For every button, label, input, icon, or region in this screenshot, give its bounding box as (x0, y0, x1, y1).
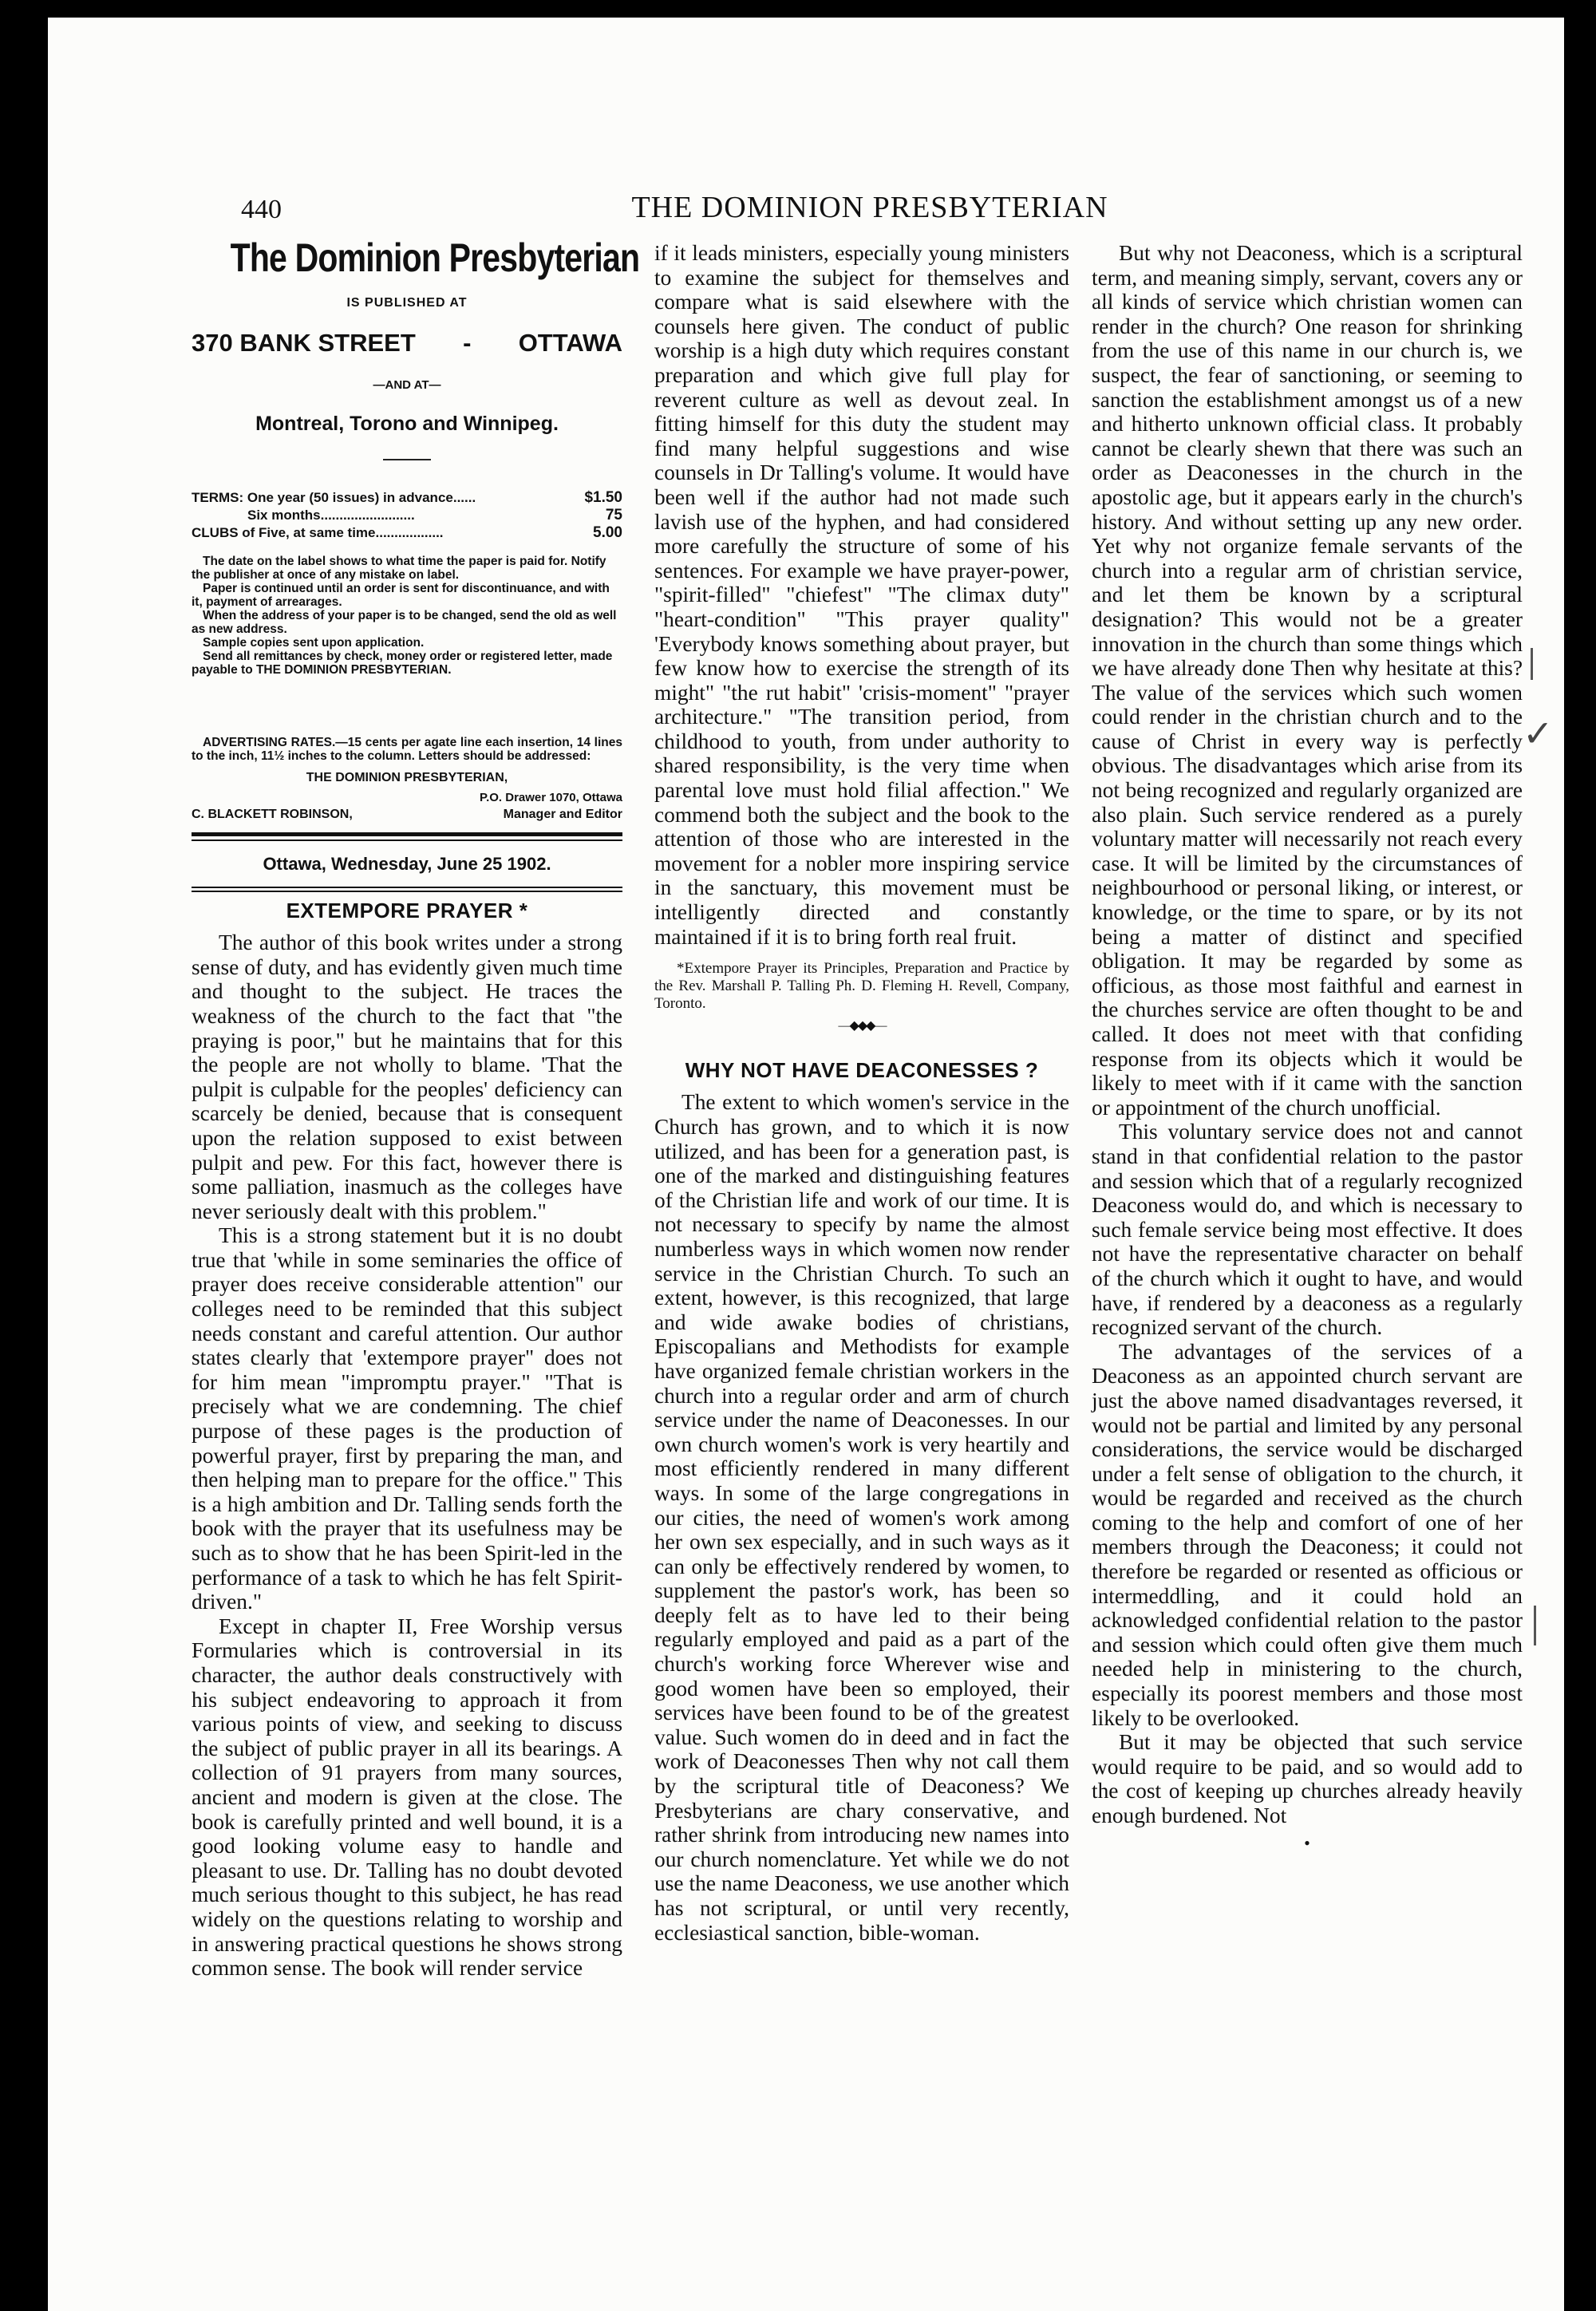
paragraph: This is a strong statement but it is no doubt true that 'while in some seminaries the office of prayer does receive considerable attention" our colleges need to be reminded that this subject needs constant and careful attention. Our author states clearly that 'extempore prayer" does not for him mean "impromptu prayer." "That is precisely what we are condemning. The chief purpose of these pages is the production of powerful prayer, first by preparing the man, and then helping man to prepare for the office." This is a high ambition and Dr. Talling sends forth the book with the prayer that its usefulness may be such as to show that he has been Spirit-led in the performance of a task to which he has felt Spirit-driven." (192, 1223, 622, 1614)
terms-label: TERMS: One year (50 issues) in advance...... (192, 489, 476, 505)
divider (192, 832, 622, 836)
article-heading: EXTEMPORE PRAYER * (286, 898, 528, 922)
paragraph: But why not Deaconess, which is a scriptural term, and meaning simply, servant, covers any or all kinds of service which christian women can render in the church? One reason for shrinking from the use of this name in our church is, we suspect, the fear of sanctioning, or seeming to sanction the establishment amongst us of a new and hitherto unknown official class. It probably cannot be clearly shewn that there was such an order as Deaconesses in the church in the apostolic age, but it appears early in the church's history. And without setting up any new order. Yet why not organize female servants of the church into a regular arm of christian service, and let them be known by a scriptural designation? This would not be a greater innovation in the church than some things which we have already done Then why hesitate at this? The value of the services which such women could render in the christian church and to the cause of Christ in every way is perfectly obvious. The disadvantages which arise from its not being recognized and regularly organized are also plain. Such service rendered as a purely voluntary matter will necessarily not reach every case. It will be limited by the circumstances of neighbourhood or personal liking, or interest, or knowledge, or the time to spare, or by its not being a matter of distinct and specified obligation. It may be regarded by some as officious, as those most faithful and earnest in the churches service are often thought to be and called. It does not meet with that confiding response from its objects which it would be likely to meet with if it came with the sanction or appointment of the church unofficial. (1092, 241, 1523, 1120)
advertising-text: ADVERTISING RATES.—15 cents per agate line each insertion, 14 lines to the inch, 11½ inches to the column. Letters should be addressed: (192, 735, 622, 763)
notice-item: Sample copies sent upon application. (203, 635, 425, 650)
subscription-terms (192, 489, 622, 542)
ornament-divider: —◆◆◆— (838, 1019, 886, 1033)
manager-name: C. BLACKETT ROBINSON, (192, 807, 353, 821)
running-title: THE DOMINION PRESBYTERIAN (631, 191, 1108, 224)
masthead-title: The Dominion Presbyterian (230, 235, 640, 280)
terms-row (192, 524, 622, 542)
margin-mark-icon (1534, 1606, 1536, 1645)
terms-value: $1.50 (584, 488, 622, 506)
page-number: 440 (241, 195, 282, 224)
notice-item: Send all remittances by check, money order or registered letter, made payable to THE DOMINION PRESBYTERIAN. (192, 649, 613, 677)
terms-row (192, 507, 622, 524)
paragraph: The advantages of the services of a Deaconess as an appointed church servant are just the above named disadvantages reversed, it would not be partial and limited by any personal considerations, the service would be discharged under a felt sense of obligation to the church, it would be regarded and received as the church coming to the help and comfort of one of her members through the Deaconess; it could not therefore be regarded or resented as officious or intermeddling, and it could hold an acknowledged confidential relation to the pastor and session which could often give them much needed help in ministering to the church, especially its poorest members and those most likely to be overlooked. (1092, 1339, 1523, 1730)
column-1 (192, 235, 640, 1981)
notice-item: When the address of your paper is to be changed, send the old as well as new address. (192, 608, 617, 636)
divider (383, 459, 431, 460)
manager-line (192, 808, 622, 821)
paragraph: Except in chapter II, Free Worship versus Formularies which is controversial in its character, the author deals constructively with his subject endeavoring to approach it from various points of view, and seeking to discuss the subject of public prayer in all its bearings. A collection of 91 prayers from many sources, ancient and modern is given at the close. The book is carefully printed and well bound, it is a good looking volume easy to handle and pleasant to use. Dr. Talling has no doubt devoted much serious thought to this subject, he has read widely on the questions relating to worship and in answering practical questions he shows strong common sense. The book will render service (192, 1614, 622, 1981)
dateline: Ottawa, Wednesday, June 25 1902. (263, 853, 551, 874)
end-dot-icon: • (1304, 1832, 1310, 1853)
publisher-name: THE DOMINION PRESBYTERIAN, (306, 770, 508, 784)
paragraph: The extent to which women's service in the Church has grown, and to which it is now utilized, and has been for a generation past, is one of the marked and distinguishing features of the Christian life and work of our time. It is not necessary to specify by name the almost numberless ways in which women now render service in the Christian Church. To such an extent, however, is this recognized, that large and wide awake bodies of christians, Episcopalians and Methodists for example have organized female christian workers in the church into a regular order and arm of church service under the name of Deaconesses. In our own church women's work is very heartily and most efficiently rendered in many different ways. In some of the large congregations in our cities, the need of women's work among her own sex especially, and in such ways as it can only be effectively rendered by women, to supplement the pastor's work, has been so deeply felt as to have led to their being regularly employed and paid as a part of the church's working force Wherever wise and good women have been so employed, their services have been found to be of the greatest value. Such women do in deed and in fact the work of Deaconesses Then why not call them by the scriptural title of Deaconess? We Presbyterians are chary conservative, and rather shrink from introducing new names into our church nomenclature. Yet while we do not use the name Deaconess, we use another which has not scriptural, or until very recently, ecclesiastical sanction, bible-woman. (654, 1090, 1069, 1945)
divider (192, 839, 622, 841)
publisher-notices (192, 555, 622, 677)
margin-mark-icon (1531, 648, 1533, 680)
newspaper-page (48, 18, 1564, 2311)
masthead-cities: Montreal, Torono and Winnipeg. (255, 413, 559, 436)
address-city: OTTAWA (518, 329, 622, 358)
checkmark-icon: ✓ (1523, 713, 1554, 754)
paragraph: if it leads ministers, especially young ministers to examine the subject for themselves and compare what is said elsewhere with the counsels here given. The conduct of public worship is a high duty which requires constant preparation and which give full play for reverent culture as well as devout zeal. In fitting himself for this duty the student may find many helpful suggestions and wise counsels in Dr Talling's volume. It would have been well if the author had not made such lavish use of the hyphen, and had considered more carefully the structure of some of his sentences. For example we have prayer-power, "spirit-filled" "chiefest" "The climax duty" "heart-condition" "This prayer quality" 'Everybody knows something about prayer, but few know how to exercise the strength of its might" "the rut habit" 'crisis-moment" "prayer architecture." "The transition period, from childhood to youth, from under authority to shared responsibility, is the very time when parental love must hold filial affection." We commend both the subject and the book to the attention of those who are interested in the movement for a nobler more inspiring service in the sanctuary, this movement must be intelligently directed and constantly maintained if it is to bring forth real fruit. (654, 241, 1069, 949)
masthead-address (192, 331, 622, 356)
column-2 (654, 241, 1069, 1945)
page-header (192, 177, 1500, 225)
terms-label: Six months......................... (247, 507, 415, 523)
address-street: 370 BANK STREET (192, 329, 416, 358)
manager-role: Manager and Editor (503, 807, 622, 821)
advertising-rates (192, 736, 622, 821)
article-heading: WHY NOT HAVE DEACONESSES ? (685, 1057, 1039, 1082)
notice-item: Paper is continued until an order is sent for discontinuance, and with it, payment of arrearages. (192, 581, 610, 609)
po-box: P.O. Drawer 1070, Ottawa (480, 790, 622, 804)
address-separator: - (463, 329, 472, 358)
paragraph: This voluntary service does not and cannot stand in that confidential relation to the pastor and session which that of a regularly recognized Deaconess would do, and which is necessary to such female service being most effective. It does not have the representative character on behalf of the church which it ought to have, and would have, if rendered by a deaconess as a regularly recognized servant of the church. (1092, 1120, 1523, 1340)
notice-item: The date on the label shows to what time the paper is paid for. Notify the publisher at once of any mistake on label. (192, 554, 606, 582)
masthead (192, 235, 640, 460)
terms-row (192, 489, 622, 507)
column-3 (1092, 241, 1523, 1855)
terms-value: 5.00 (593, 523, 622, 541)
terms-label: CLUBS of Five, at same time.................. (192, 524, 444, 540)
terms-value: 75 (605, 506, 622, 523)
published-at-label: IS PUBLISHED AT (346, 295, 468, 310)
paragraph: The author of this book writes under a strong sense of duty, and has evidently given much time and thought to the subject. He traces the weakness of the church to the fact that "the praying is poor," but he maintains that for this the people are not wholly to blame. 'That the pulpit is culpable for the peoples' deficiency can scarcely be denied, because that is consequent upon the relation supposed to exist between pulpit and pew. For this fact, however there is some palliation, inasmuch as the colleges have never seriously dealt with this problem." (192, 930, 622, 1223)
divider (192, 887, 622, 892)
and-at-label: —AND AT— (373, 377, 441, 392)
paragraph: But it may be objected that such service would require to be paid, and so would add to the cost of keeping up churches already heavily enough burdened. Not (1092, 1730, 1523, 1827)
footnote: *Extempore Prayer its Principles, Preparation and Practice by the Rev. Marshall P. Talling Ph. D. Fleming H. Revell, Company, Toronto. (654, 960, 1069, 1013)
